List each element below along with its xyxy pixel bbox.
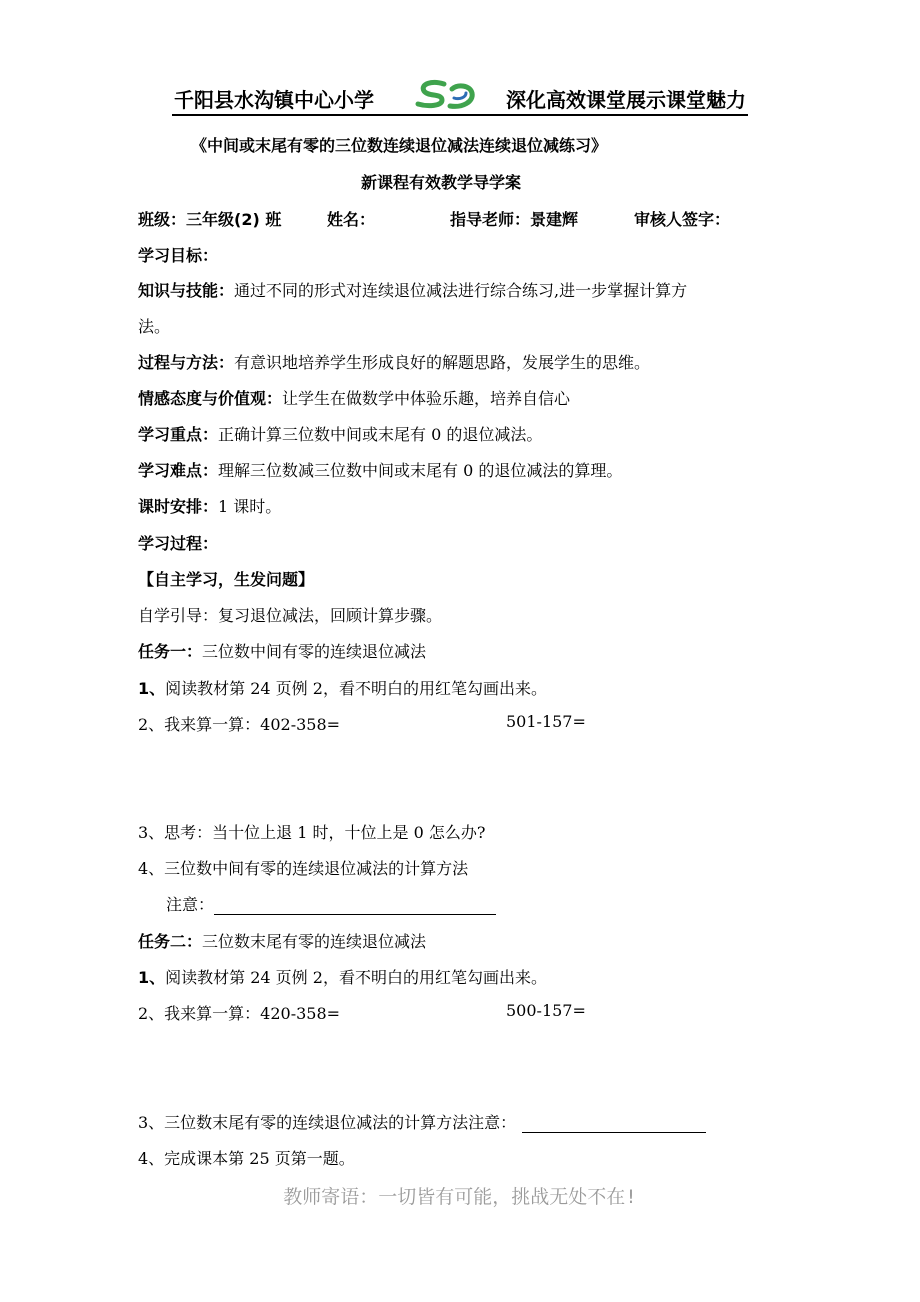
task1-heading: 任务一：三位数中间有零的连续退位减法 (138, 642, 427, 661)
info-row (138, 207, 281, 230)
teacher-value: 景建辉 (530, 210, 579, 229)
task2-heading: 任务二：三位数末尾有零的连续退位减法 (138, 932, 427, 951)
class-label: 班级： (138, 210, 187, 229)
school-name: 千阳县水沟镇中心小学 (174, 88, 374, 112)
task1-item3: 3、思考：当十位上退 1 时，十位上是 0 怎么办? (138, 823, 486, 842)
task2-item4: 4、完成课本第 25 页第一题。 (138, 1149, 355, 1168)
goal-process: 过程与方法：有意识地培养学生形成良好的解题思路，发展学生的思维。 (138, 353, 651, 372)
goal-attitude: 情感态度与价值观：让学生在做数学中体验乐趣，培养自信心 (138, 389, 571, 408)
task2-item3-blank[interactable] (522, 1114, 706, 1133)
goal-knowledge: 知识与技能：通过不同的形式对连续退位减法进行综合练习,进一步掌握计算方 (138, 281, 688, 300)
goals-heading: 学习目标： (138, 246, 219, 265)
task1-item1: 1、阅读教材第 24 页例 2，看不明白的用红笔勾画出来。 (138, 679, 547, 698)
process-heading: 学习过程： (138, 534, 219, 553)
task1-item4: 4、三位数中间有零的连续退位减法的计算方法 (138, 859, 469, 878)
self-study-guide: 自学引导：复习退位减法，回顾计算步骤。 (138, 606, 443, 625)
task2-item2: 2、我来算一算：420-358= (138, 1004, 341, 1023)
class-value: 三年级(2) 班 (186, 210, 282, 229)
task1-note: 注意： (166, 892, 496, 915)
task2-item1: 1、阅读教材第 24 页例 2，看不明白的用红笔勾画出来。 (138, 968, 547, 987)
name-label: 姓名： (327, 210, 376, 229)
document-title: 《中间或末尾有零的三位数连续退位减法连续退位减练习》 (191, 136, 608, 155)
teacher-info (450, 207, 578, 230)
task2-item3: 3、三位数末尾有零的连续退位减法的计算方法注意： (138, 1110, 706, 1133)
page-header (172, 78, 748, 116)
goal-knowledge-cont: 法。 (138, 317, 171, 336)
task1-item2: 2、我来算一算：402-358= (138, 715, 341, 734)
section-heading: 【自主学习，生发问题】 (138, 570, 315, 589)
goal-difficulty: 学习难点：理解三位数减三位数中间或末尾有 0 的退位减法的算理。 (138, 461, 623, 480)
school-logo (414, 78, 478, 112)
teacher-label: 指导老师： (450, 210, 531, 229)
document-subtitle: 新课程有效教学导学案 (361, 173, 522, 192)
teacher-message: 教师寄语：一切皆有可能，挑战无处不在! (283, 1186, 637, 1208)
task2-item2-b: 500-157= (506, 1001, 586, 1020)
reviewer-label: 审核人签字： (634, 210, 731, 229)
goal-focus: 学习重点：正确计算三位数中间或末尾有 0 的退位减法。 (138, 425, 543, 444)
task1-note-blank[interactable] (214, 896, 496, 915)
task1-item2-b: 501-157= (506, 712, 586, 731)
goal-schedule: 课时安排：1 课时。 (138, 497, 282, 516)
school-slogan: 深化高效课堂展示课堂魅力 (506, 88, 746, 112)
